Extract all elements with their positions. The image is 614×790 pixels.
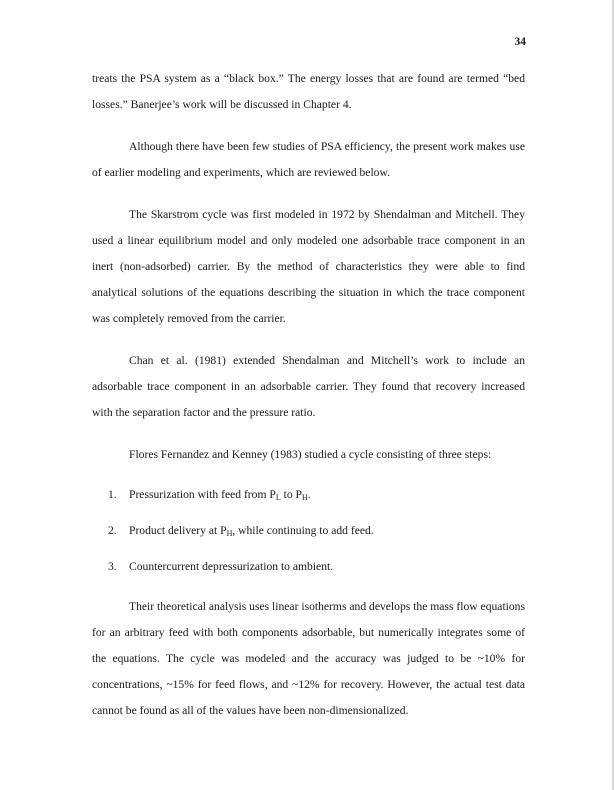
list-item xyxy=(92,556,525,578)
page-number: 34 xyxy=(514,36,526,48)
list-item-number: 3. xyxy=(108,560,117,573)
paragraph-chan-et-al: Chan et al. (1981) extended Shendalman and Mitchell’s work to include an adsorbable trace component in an adsorbable carrier. They found that recovery increased with the separation factor and the pressure ratio. xyxy=(92,354,525,419)
list-item-number: 1. xyxy=(108,488,117,501)
list-item-number: 2. xyxy=(108,524,117,537)
body-text xyxy=(92,66,525,724)
paragraph-skarstrom-cycle: The Skarstrom cycle was first modeled in 1972 by Shendalman and Mitchell. They used a linear equilibrium model and only modeled one adsorbable trace component in an inert (non-adsorbed) carrier. By the method of characteristics they were able to find analytical solutions of the equations describing the situation in which the trace component was completely removed from the carrier. xyxy=(92,208,525,325)
list-item xyxy=(92,520,525,542)
list-item-text: Pressurization with feed from $P_L$ to $P_H$. xyxy=(129,488,311,502)
paragraph-theoretical-analysis: Their theoretical analysis uses linear isotherms and develops the mass flow equations for an arbitrary feed with both components adsorbable, but numerically integrates some of the equations. The cycle was modeled and the accuracy was judged to be ~10% for concentrations, ~15% for feed flows, and ~12% for recovery. However, the actual test data cannot be found as all of the values have been non-dimensionalized. xyxy=(92,600,525,717)
list-item-text: Product delivery at $P_H$, while continuing to add feed. xyxy=(129,524,374,538)
cycle-steps-list xyxy=(92,484,525,578)
paragraph-flores-fernandez: Flores Fernandez and Kenney (1983) studied a cycle consisting of three steps: xyxy=(129,448,492,461)
list-item xyxy=(92,484,525,506)
list-item-text: Countercurrent depressurization to ambient. xyxy=(129,560,334,573)
paragraph-continuation: treats the PSA system as a “black box.” The energy losses that are found are termed “bed losses.” Banerjee’s work will be discussed in Chapter 4. xyxy=(92,72,525,111)
paragraph-psa-efficiency: Although there have been few studies of PSA efficiency, the present work makes use of earlier modeling and experiments, which are reviewed below. xyxy=(92,140,525,179)
